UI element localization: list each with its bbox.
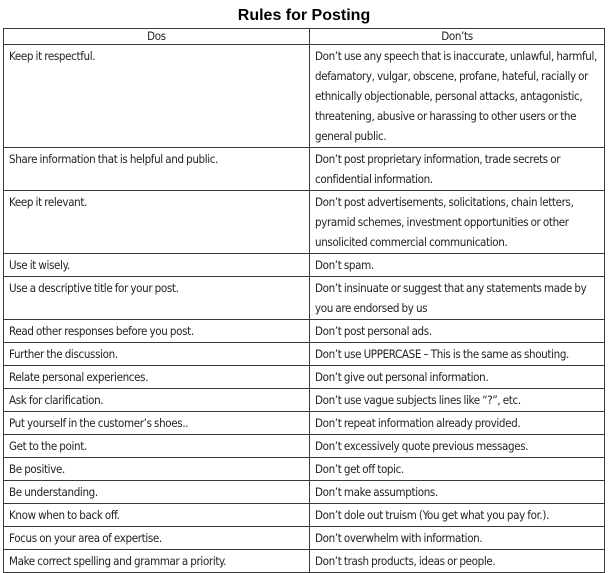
do-cell: Get to the point. [4, 435, 310, 458]
table-row [4, 343, 605, 366]
dont-cell: Don’t repeat information already provided. [310, 412, 605, 435]
dont-cell: Don’t dole out truism (You get what you pay for.). [310, 504, 605, 527]
dont-cell: Don’t trash products, ideas or people. [310, 550, 605, 573]
column-header-donts: Don’ts [310, 29, 605, 45]
do-cell: Be understanding. [4, 481, 310, 504]
do-cell: Know when to back off. [4, 504, 310, 527]
table-row [4, 412, 605, 435]
do-cell: Use a descriptive title for your post. [4, 277, 310, 320]
do-cell: Share information that is helpful and public. [4, 148, 310, 191]
table-row [4, 389, 605, 412]
table-row [4, 191, 605, 254]
dont-cell: Don’t excessively quote previous messages. [310, 435, 605, 458]
table-row [4, 550, 605, 573]
do-cell: Focus on your area of expertise. [4, 527, 310, 550]
dont-cell: Don’t make assumptions. [310, 481, 605, 504]
rules-table [3, 28, 605, 573]
dont-cell: Don’t use any speech that is inaccurate, unlawful, harmful, defamatory, vulgar, obscene, profane, hateful, racially or ethnically objectionable, personal attacks, antagonistic, threatening, abusive or harassing to other users or the general public. [310, 45, 605, 148]
page-title: Rules for Posting [237, 7, 371, 24]
do-cell: Read other responses before you post. [4, 320, 310, 343]
do-cell: Put yourself in the customer’s shoes.. [4, 412, 310, 435]
table-row [4, 366, 605, 389]
dont-cell: Don’t spam. [310, 254, 605, 277]
dont-cell: Don’t use vague subjects lines like “?”, etc. [310, 389, 605, 412]
do-cell: Keep it relevant. [4, 191, 310, 254]
do-cell: Be positive. [4, 458, 310, 481]
dont-cell: Don’t use UPPERCASE – This is the same as shouting. [310, 343, 605, 366]
dont-cell: Don’t overwhelm with information. [310, 527, 605, 550]
table-row [4, 504, 605, 527]
table-row [4, 458, 605, 481]
table-row [4, 481, 605, 504]
dont-cell: Don’t post proprietary information, trade secrets or confidential information. [310, 148, 605, 191]
dont-cell: Don’t get off topic. [310, 458, 605, 481]
table-row [4, 254, 605, 277]
do-cell: Make correct spelling and grammar a priority. [4, 550, 310, 573]
dont-cell: Don’t post advertisements, solicitations, chain letters, pyramid schemes, investment opportunities or other unsolicited commercial communication. [310, 191, 605, 254]
table-row [4, 527, 605, 550]
column-header-dos: Dos [4, 29, 310, 45]
dont-cell: Don’t insinuate or suggest that any statements made by you are endorsed by us [310, 277, 605, 320]
do-cell: Ask for clarification. [4, 389, 310, 412]
header-row [4, 29, 605, 45]
table-row [4, 320, 605, 343]
table-row [4, 435, 605, 458]
table-row [4, 45, 605, 148]
do-cell: Further the discussion. [4, 343, 310, 366]
do-cell: Keep it respectful. [4, 45, 310, 148]
do-cell: Use it wisely. [4, 254, 310, 277]
do-cell: Relate personal experiences. [4, 366, 310, 389]
dont-cell: Don’t give out personal information. [310, 366, 605, 389]
dont-cell: Don’t post personal ads. [310, 320, 605, 343]
table-row [4, 277, 605, 320]
table-row [4, 148, 605, 191]
